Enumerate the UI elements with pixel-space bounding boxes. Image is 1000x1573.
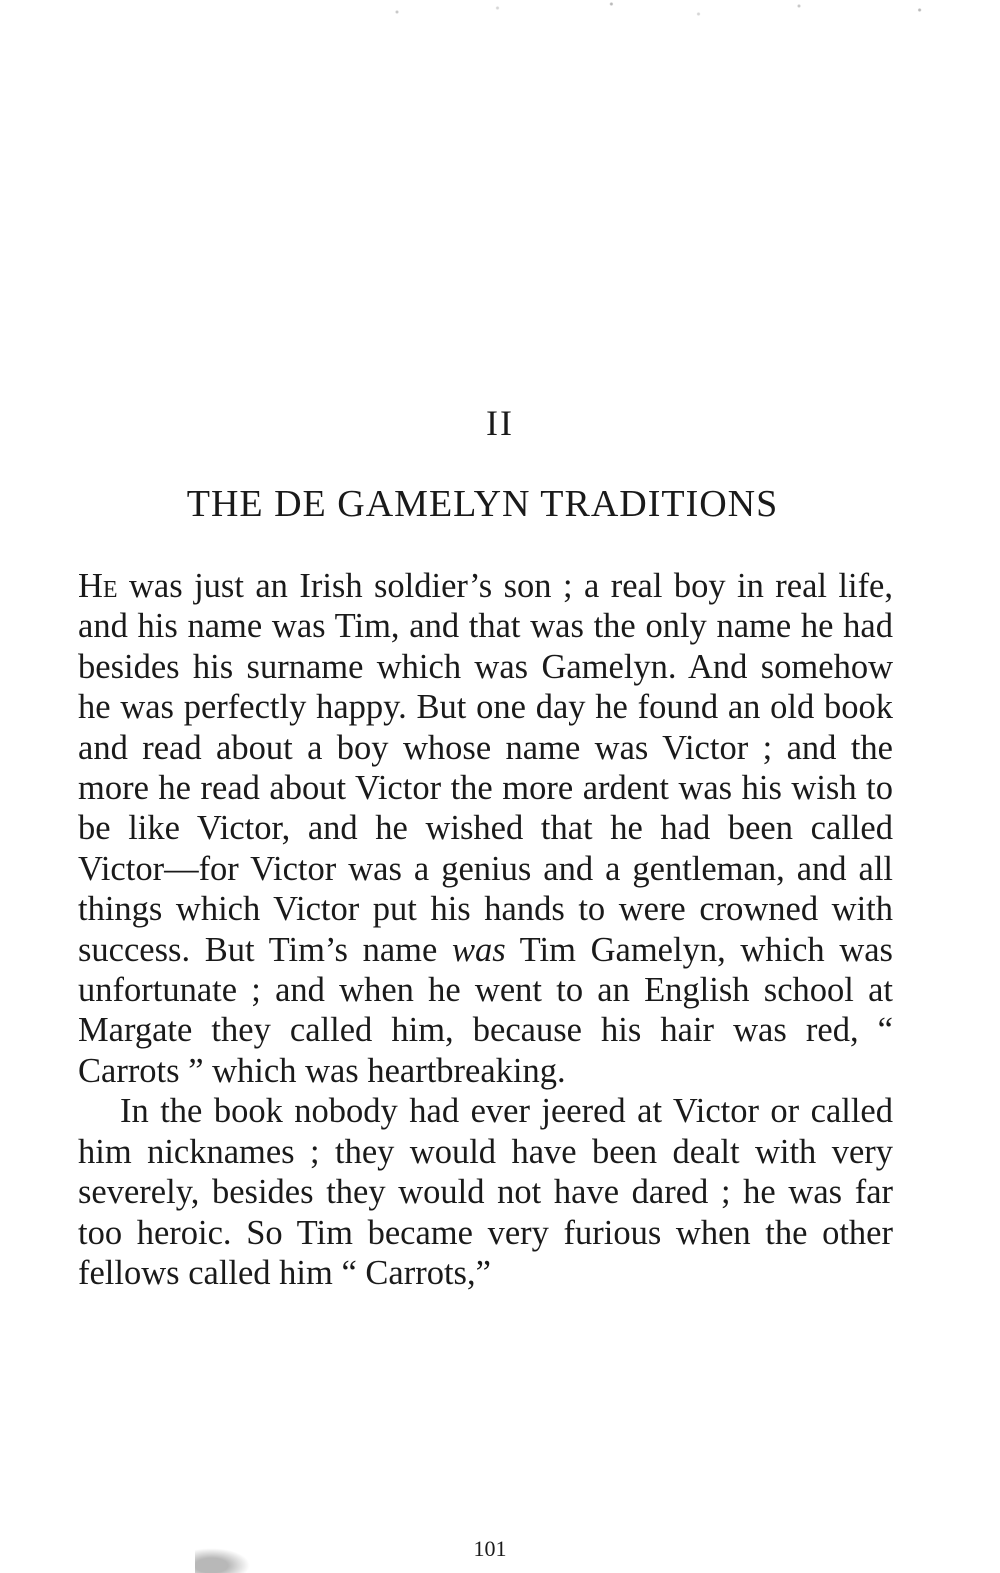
scan-speckle (330, 0, 1000, 40)
paragraph-1 (78, 566, 893, 1091)
scan-smudge (195, 1548, 250, 1573)
paragraph-1-text-a: was just an Irish soldier’s son ; a real boy in real life, and his name was Tim, and that was the only name he had besides his surname which was Gamelyn. And somehow he was perfectly happy. But one day he found an old book and read about a boy whose name was Victor ; and the more he read about Victor the more ardent was his wish to be like Victor, and he wished that he had been called Victor—for Victor was a genius and a gentleman, and all things which Victor put his hands to were crowned with success. But Tim’s name (78, 567, 893, 969)
chapter-number: II (486, 403, 514, 443)
paragraph-2: In the book nobody had ever jeered at Victor or called him nicknames ; they would have been dealt with very severely, besides they would not have dared ; he was far too heroic. So Tim became very furious when the other fellows called him “ Carrots,” (78, 1092, 893, 1292)
body-text (78, 566, 893, 1293)
drop-lead-word: He (78, 567, 118, 605)
page-number: 101 (473, 1536, 507, 1561)
paragraph-1-text-b: Tim Gamelyn, which was unfortunate ; and when he went to an English school at Margate they called him, because his hair was red, “ Carrots ” which was heartbreaking. (78, 930, 893, 1090)
chapter-title: THE DE GAMELYN TRADITIONS (186, 483, 779, 525)
emphasis-word: was (451, 930, 506, 969)
